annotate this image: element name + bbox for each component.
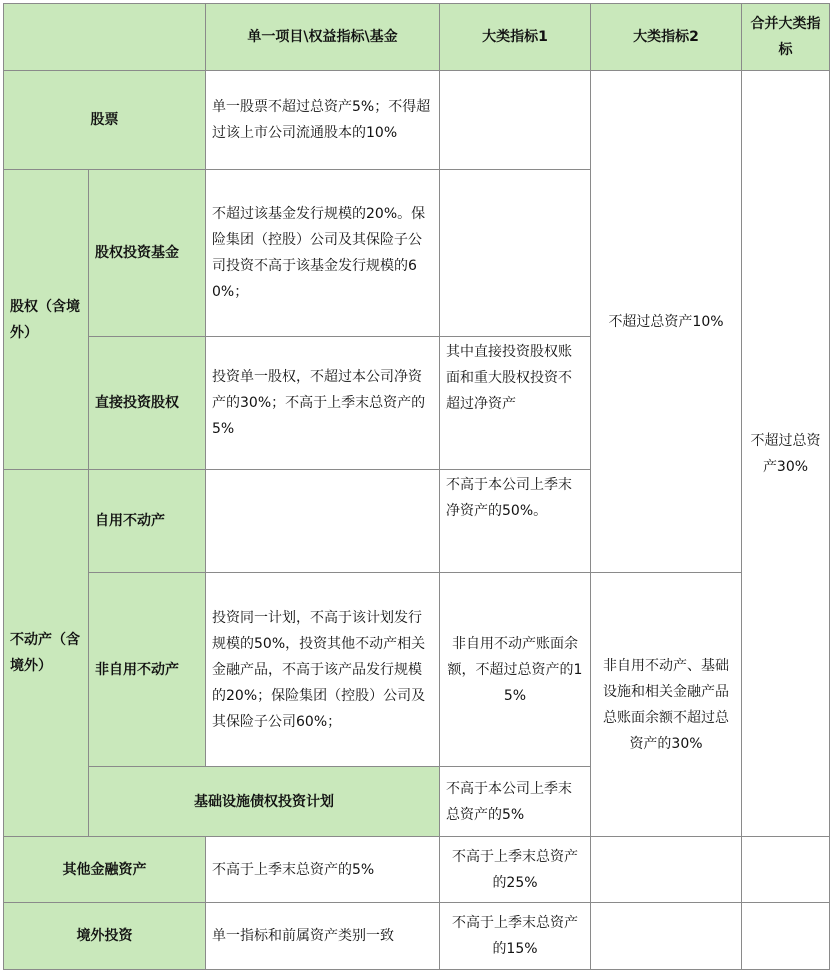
direct-equity-category-1: 其中直接投资股权账面和重大股权投资不超过净资产 <box>440 337 591 470</box>
overseas-combined <box>742 903 830 970</box>
header-single-item: 单一项目\权益指标\基金 <box>206 4 440 71</box>
table-row-overseas <box>4 903 830 970</box>
infrastructure-single-limit: 不高于本公司上季末总资产的5% <box>440 767 591 837</box>
header-category-2: 大类指标2 <box>591 4 742 71</box>
row-label-stock: 股票 <box>4 71 206 170</box>
overseas-category-2 <box>591 903 742 970</box>
direct-equity-single-limit: 投资单一股权，不超过本公司净资产的30%；不高于上季末总资产的5% <box>206 337 440 470</box>
header-category-1: 大类指标1 <box>440 4 591 71</box>
table-row-non-self-use-realestate <box>4 573 830 767</box>
row-label-non-self-use-realestate: 非自用不动产 <box>89 573 206 767</box>
row-label-infrastructure: 基础设施债权投资计划 <box>89 767 440 837</box>
stock-single-limit: 单一股票不超过总资产5%；不得超过该上市公司流通股本的10% <box>206 71 440 170</box>
self-use-category-1: 不高于本公司上季末净资产的50%。 <box>440 470 591 573</box>
equity-fund-category-1 <box>440 170 591 337</box>
non-self-use-single-limit: 投资同一计划，不高于该计划发行规模的50%，投资其他不动产相关金融产品，不高于该产品发行规模的20%；保险集团（控股）公司及其保险子公司60%； <box>206 573 440 767</box>
table-row-other-financial <box>4 837 830 903</box>
table-row-stock <box>4 71 830 170</box>
row-label-equity-fund: 股权投资基金 <box>89 170 206 337</box>
other-financial-single-limit: 不高于上季末总资产的5% <box>206 837 440 903</box>
row-label-self-use-realestate: 自用不动产 <box>89 470 206 573</box>
combined-limit: 不超过总资产30% <box>742 71 830 837</box>
equity-category-2: 不超过总资产10% <box>591 71 742 573</box>
realestate-category-2: 非自用不动产、基础设施和相关金融产品总账面余额不超过总资产的30% <box>591 573 742 837</box>
investment-limits-table <box>3 3 830 970</box>
row-label-other-financial: 其他金融资产 <box>4 837 206 903</box>
row-label-equity: 股权（含境外） <box>4 170 89 470</box>
other-financial-combined <box>742 837 830 903</box>
equity-fund-single-limit: 不超过该基金发行规模的20%。保险集团（控股）公司及其保险子公司投资不高于该基金发行规模的60%； <box>206 170 440 337</box>
stock-category-1 <box>440 71 591 170</box>
header-corner <box>4 4 206 71</box>
header-row <box>4 4 830 71</box>
other-financial-category-1: 不高于上季末总资产的25% <box>440 837 591 903</box>
row-label-overseas: 境外投资 <box>4 903 206 970</box>
overseas-category-1: 不高于上季末总资产的15% <box>440 903 591 970</box>
non-self-use-category-1: 非自用不动产账面余额，不超过总资产的15% <box>440 573 591 767</box>
self-use-single-limit <box>206 470 440 573</box>
row-label-realestate: 不动产（含境外） <box>4 470 89 837</box>
other-financial-category-2 <box>591 837 742 903</box>
overseas-single-limit: 单一指标和前属资产类别一致 <box>206 903 440 970</box>
header-combined: 合并大类指标 <box>742 4 830 71</box>
row-label-direct-equity: 直接投资股权 <box>89 337 206 470</box>
